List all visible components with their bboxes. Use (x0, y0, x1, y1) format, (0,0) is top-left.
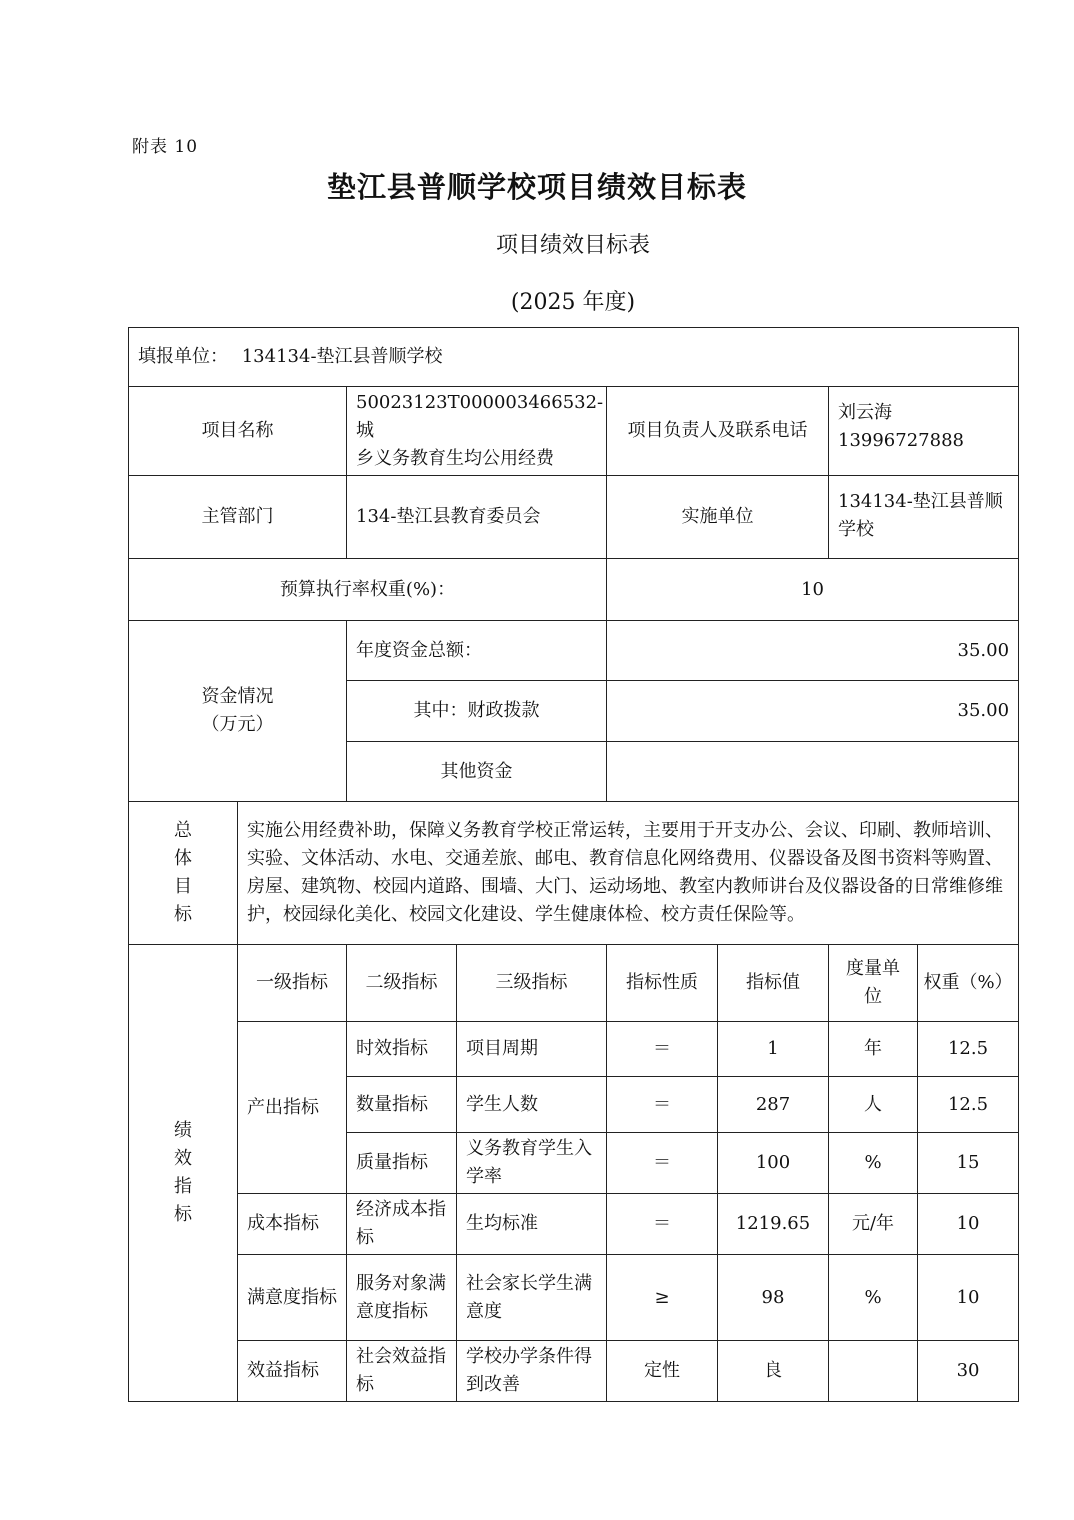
project-name-value (347, 387, 607, 476)
document-title: 垫江县普顺学校项目绩效目标表 (326, 170, 747, 204)
level2-cell: 社会效益指标 (347, 1341, 457, 1402)
level2-cell: 服务对象满意度指标 (347, 1255, 457, 1341)
indicators-char: 标 (174, 1204, 192, 1225)
header-nature: 指标性质 (607, 945, 718, 1022)
value-cell: 98 (718, 1255, 829, 1341)
annex-label: 附表 10 (132, 137, 199, 157)
indicators-char: 效 (174, 1148, 192, 1169)
header-value: 指标值 (718, 945, 829, 1022)
level2-cell: 经济成本指标 (347, 1194, 457, 1255)
satisfaction-indicator-label: 满意度指标 (238, 1255, 347, 1341)
table-row (129, 1255, 1019, 1341)
weight-cell: 15 (918, 1133, 1019, 1194)
nature-cell: ＝ (607, 1022, 718, 1077)
overall-goal-label (129, 802, 238, 945)
header-weight: 权重（%） (918, 945, 1019, 1022)
project-name-label: 项目名称 (129, 387, 347, 476)
level3-cell: 社会家长学生满意度 (457, 1255, 607, 1341)
weight-cell: 12.5 (918, 1022, 1019, 1077)
unit-cell: 元/年 (829, 1194, 918, 1255)
reporting-unit-value: 134134-垫江县普顺学校 (241, 346, 443, 367)
level2-cell: 质量指标 (347, 1133, 457, 1194)
implementing-unit-value (829, 476, 1019, 559)
weight-cell: 10 (918, 1255, 1019, 1341)
overall-goal-char: 体 (174, 848, 192, 869)
header-unit: 度量单位 (829, 945, 918, 1022)
value-cell: 287 (718, 1077, 829, 1133)
header-level3: 三级指标 (457, 945, 607, 1022)
weight-cell: 12.5 (918, 1077, 1019, 1133)
weight-cell: 10 (918, 1194, 1019, 1255)
level2-cell: 时效指标 (347, 1022, 457, 1077)
value-cell: 1 (718, 1022, 829, 1077)
nature-cell: 定性 (607, 1341, 718, 1402)
output-indicator-label: 产出指标 (238, 1022, 347, 1194)
other-funds-value (607, 742, 1019, 802)
table-subtitle: 项目绩效目标表 (495, 233, 650, 258)
unit-cell: % (829, 1133, 918, 1194)
contact-value (829, 387, 1019, 476)
indicators-char: 绩 (174, 1120, 192, 1141)
value-cell: 1219.65 (718, 1194, 829, 1255)
header-level1: 一级指标 (238, 945, 347, 1022)
level3-cell: 学校办学条件得到改善 (457, 1341, 607, 1402)
unit-cell: % (829, 1255, 918, 1341)
implementing-unit-line-2: 学校 (838, 519, 874, 540)
annual-total-label: 年度资金总额： (347, 621, 607, 681)
fiscal-allocation-value: 35.00 (607, 681, 1019, 742)
indicators-char: 指 (174, 1176, 192, 1197)
level2-cell: 数量指标 (347, 1077, 457, 1133)
benefit-indicator-label: 效益指标 (238, 1341, 347, 1402)
budget-weight-label: 预算执行率权重(%)： (129, 559, 607, 621)
reporting-unit-label: 填报单位： (138, 346, 228, 367)
level3-cell: 生均标准 (457, 1194, 607, 1255)
contact-phone: 13996727888 (838, 430, 964, 451)
value-cell: 良 (718, 1341, 829, 1402)
overall-goal-char: 标 (174, 904, 192, 925)
nature-cell: ＝ (607, 1194, 718, 1255)
overall-goal-char: 总 (174, 820, 192, 841)
contact-label: 项目负责人及联系电话 (607, 387, 829, 476)
fiscal-year: (2025 年度) (510, 290, 636, 315)
level3-cell: 学生人数 (457, 1077, 607, 1133)
overall-goal-text: 实施公用经费补助，保障义务教育学校正常运转，主要用于开支办公、会议、印刷、教师培训、实验、文体活动、水电、交通差旅、邮电、教育信息化网络费用、仪器设备及图书资料等购置、房屋、建筑物、校园内道路、围墙、大门、运动场地、教室内教师讲台及仪器设备的日常维修维护，校园绿化美化、校园文化建设、学生健康体检、校方责任保险等。 (238, 802, 1019, 945)
weight-cell: 30 (918, 1341, 1019, 1402)
level3-cell: 项目周期 (457, 1022, 607, 1077)
implementing-unit-label: 实施单位 (607, 476, 829, 559)
performance-indicators-label (129, 945, 238, 1402)
fiscal-allocation-label: 其中：财政拨款 (347, 681, 607, 742)
contact-name: 刘云海 (838, 402, 892, 423)
funds-label (129, 621, 347, 802)
performance-target-table (128, 327, 1019, 1402)
nature-cell: ＝ (607, 1133, 718, 1194)
overall-goal-char: 目 (174, 876, 192, 897)
unit-cell: 年 (829, 1022, 918, 1077)
department-label: 主管部门 (129, 476, 347, 559)
reporting-unit-row (129, 328, 1019, 387)
project-name-line-2: 乡义务教育生均公用经费 (356, 448, 554, 469)
value-cell: 100 (718, 1133, 829, 1194)
level3-cell: 义务教育学生入学率 (457, 1133, 607, 1194)
nature-cell: ＝ (607, 1077, 718, 1133)
implementing-unit-line-1: 134134-垫江县普顺 (838, 491, 1003, 512)
annual-total-value: 35.00 (607, 621, 1019, 681)
header-level2: 二级指标 (347, 945, 457, 1022)
table-row (129, 1194, 1019, 1255)
funds-label-line-1: 资金情况 (201, 686, 274, 707)
department-value: 134-垫江县教育委员会 (347, 476, 607, 559)
project-name-line-1: 50023123T000003466532-城 (356, 392, 604, 441)
budget-weight-value: 10 (607, 559, 1019, 621)
table-row (129, 1341, 1019, 1402)
unit-cell (829, 1341, 918, 1402)
funds-label-line-2: （万元） (201, 714, 274, 735)
nature-cell: ≥ (607, 1255, 718, 1341)
other-funds-label: 其他资金 (347, 742, 607, 802)
cost-indicator-label: 成本指标 (238, 1194, 347, 1255)
table-row (129, 1022, 1019, 1077)
unit-cell: 人 (829, 1077, 918, 1133)
